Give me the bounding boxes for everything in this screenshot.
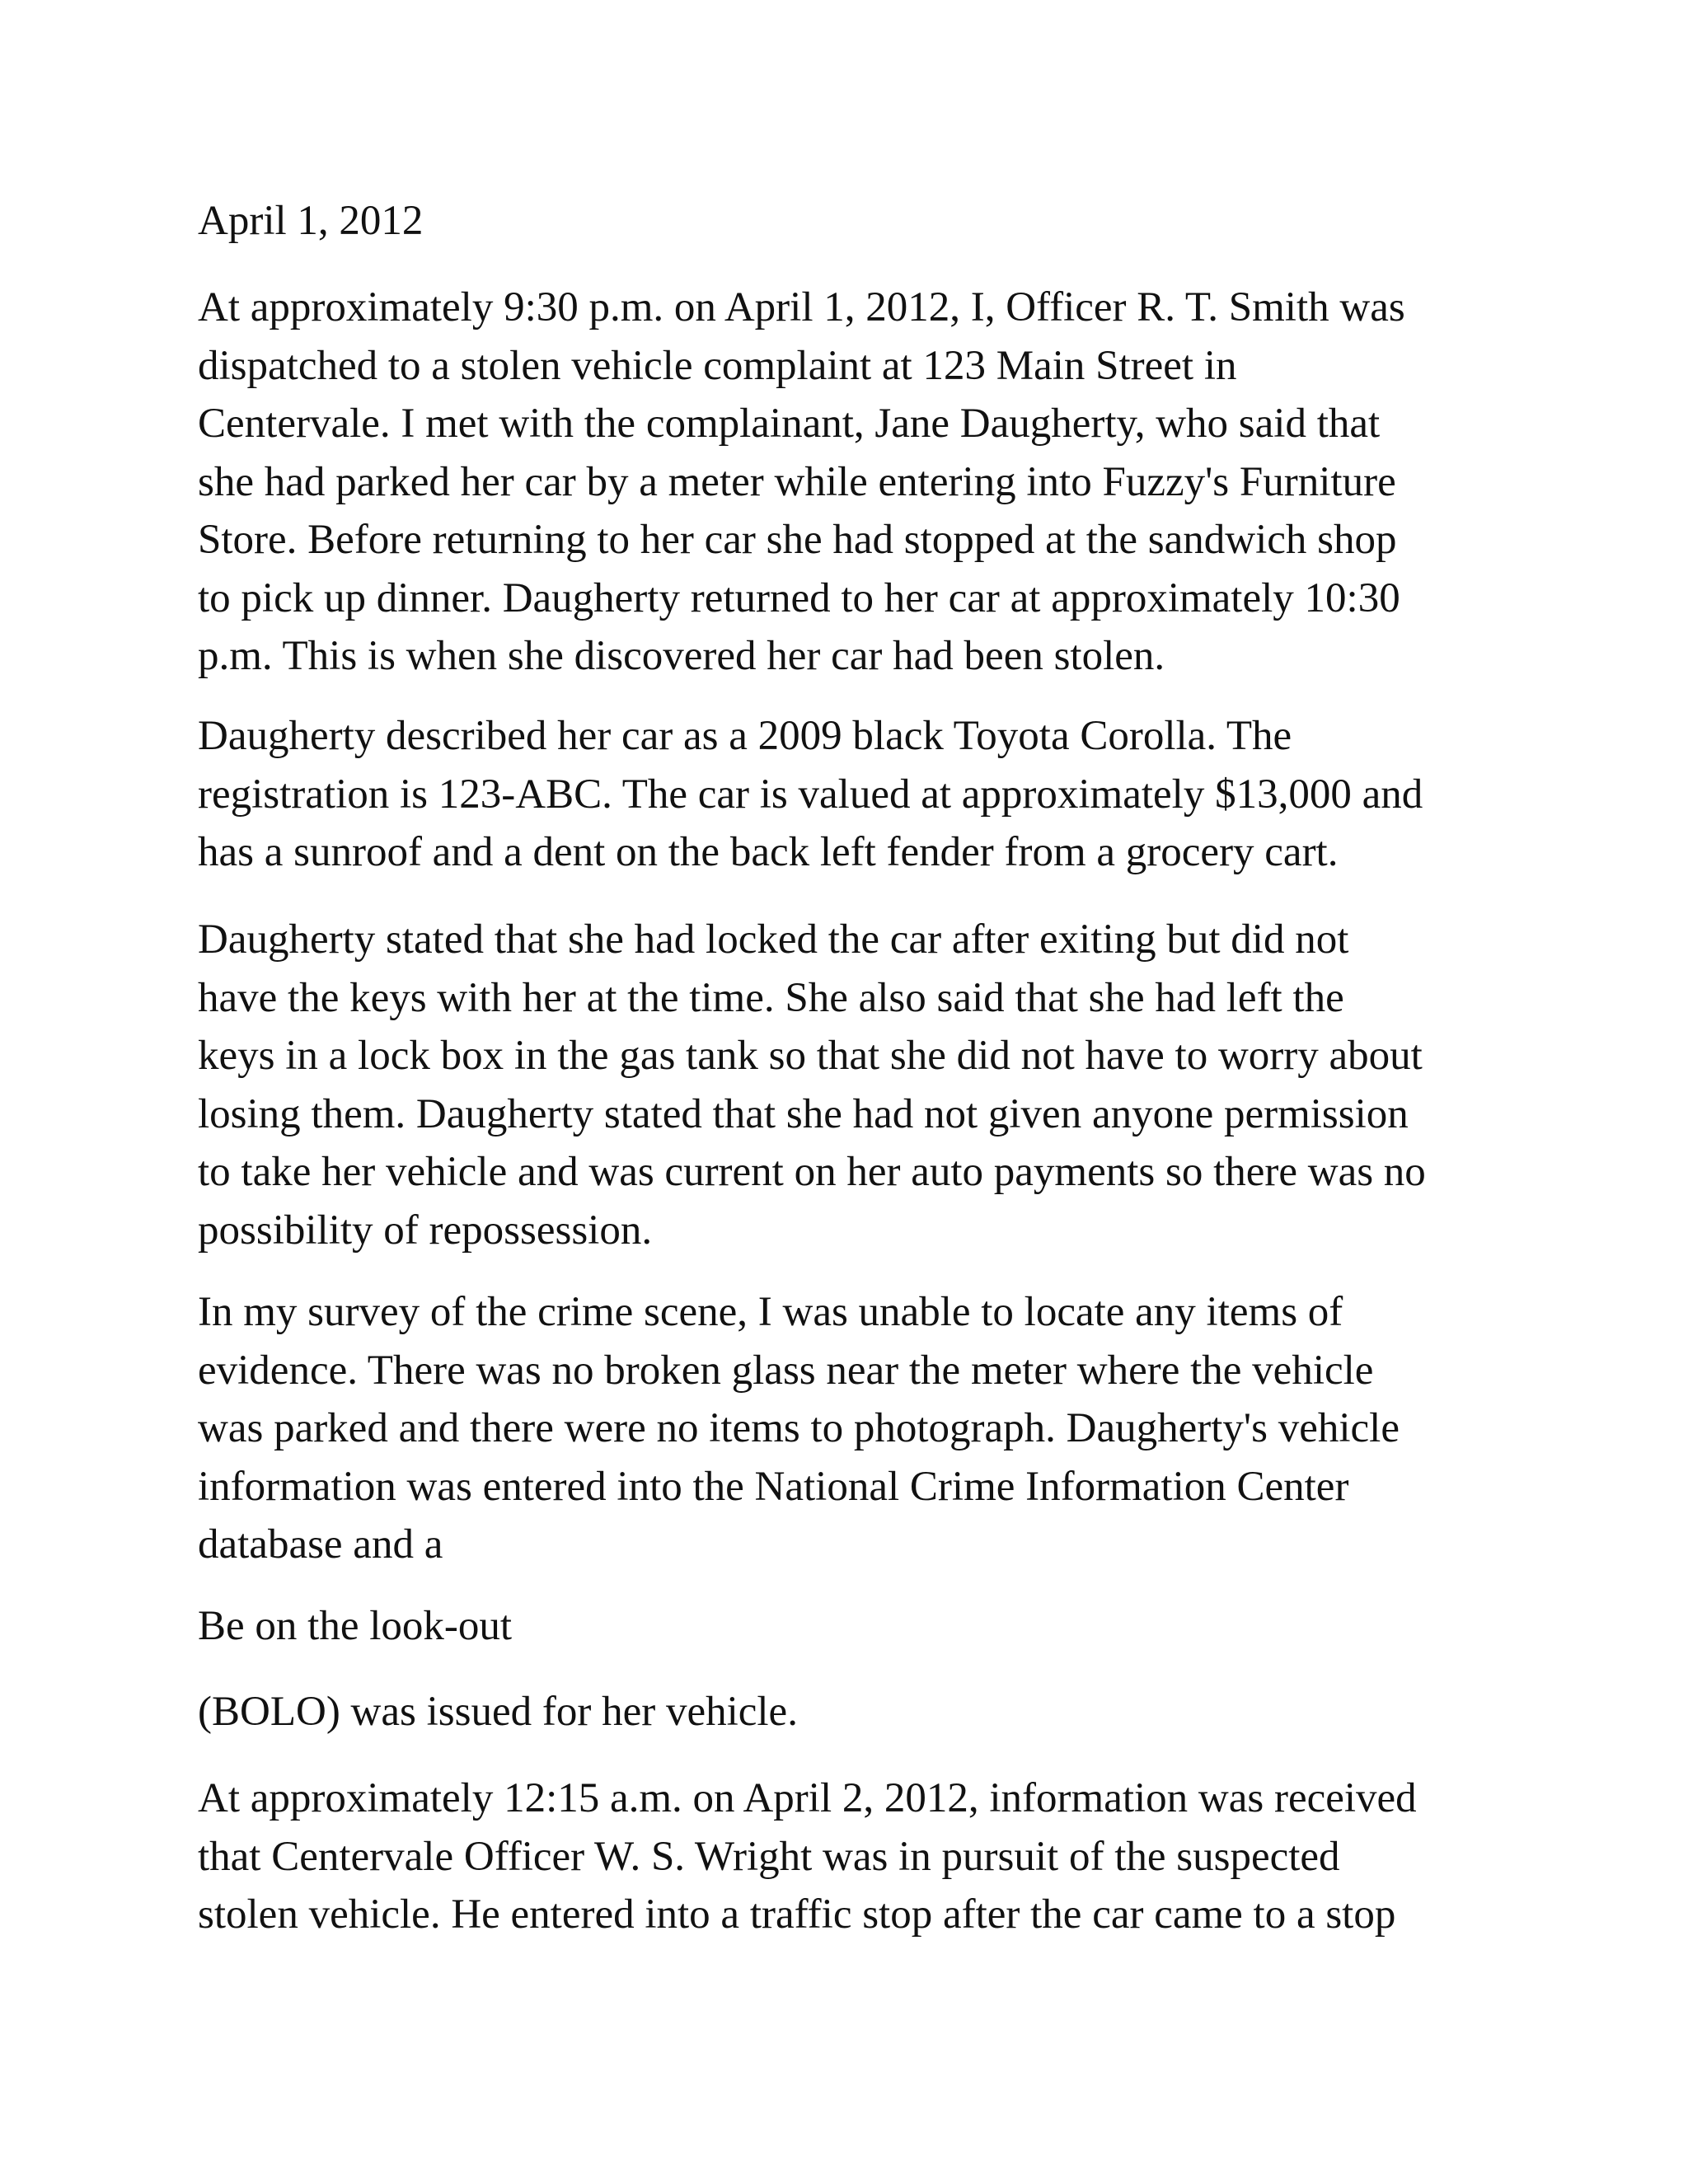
paragraph-vehicle-description: Daugherty described her car as a 2009 black Toyota Corolla. The registration is 123-ABC. The car is valued at approximately $13,000 and has a sunroof and a dent on the back left fender from a grocery cart. [198,713,1423,875]
paragraph-keys-statement: Daugherty stated that she had locked the car after exiting but did not have the keys with her at the time. She also said that she had left the keys in a lock box in the gas tank so that she did not have to worry about losing them. Daugherty stated that she had not given anyone permission to take her vehicle and was current on her auto payments so there was no possibility of repossession. [198,916,1426,1254]
report-date: April 1, 2012 [198,198,424,244]
paragraph-crime-scene: In my survey of the crime scene, I was unable to locate any items of evidence. There was no broken glass near the meter where the vehicle was parked and there were no items to photograph. Daugherty's vehicle information was entered into the National Crime Information Center database and a [198,1289,1400,1568]
paragraph-pursuit: At approximately 12:15 a.m. on April 2, 2012, information was received that Centervale Officer W. S. Wright was in pursuit of the suspected stolen vehicle. He entered into a traffic stop after the car came to a stop [198,1775,1417,1938]
paragraph-dispatch: At approximately 9:30 p.m. on April 1, 2012, I, Officer R. T. Smith was dispatched to a stolen vehicle complaint at 123 Main Street in Centervale. I met with the complainant, Jane Daugherty, who said that she had parked her car by a meter while entering into Fuzzy's Furniture Store. Before returning to her car she had stopped at the sandwich shop to pick up dinner. Daugherty returned to her car at approximately 10:30 p.m. This is when she discovered her car had been stolen. [198,284,1405,679]
paragraph-bolo-issued: (BOLO) was issued for her vehicle. [198,1689,798,1735]
paragraph-bolo-phrase: Be on the look-out [198,1603,513,1649]
